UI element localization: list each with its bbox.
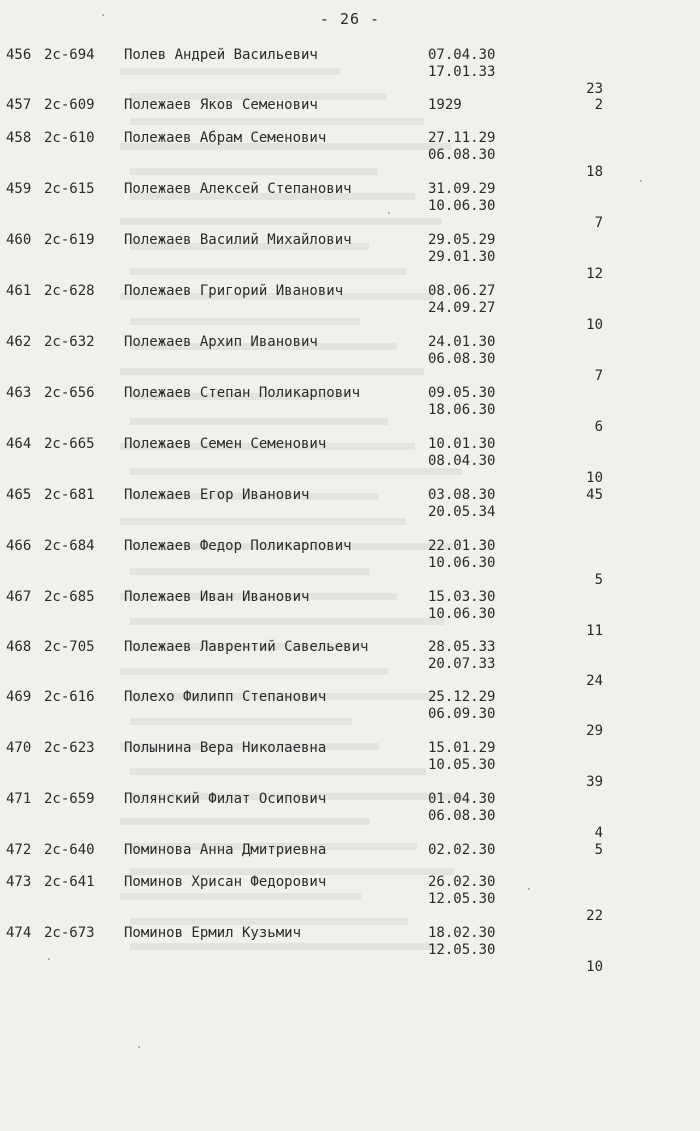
record-name: Полежаев Абрам Семенович bbox=[124, 130, 327, 146]
record-days: 22 bbox=[586, 908, 603, 924]
paper-speck bbox=[528, 888, 530, 890]
record-date-end: 10.06.30 bbox=[428, 198, 496, 214]
record-date-end: 10.06.30 bbox=[428, 555, 496, 571]
record-number: 462 bbox=[6, 334, 32, 350]
record-code: 2c-628 bbox=[44, 283, 95, 299]
record-date-end: 10.06.30 bbox=[428, 606, 496, 622]
record-date-start: 01.04.30 bbox=[428, 791, 496, 807]
record-number: 468 bbox=[6, 639, 32, 655]
record-days: 23 bbox=[586, 81, 603, 97]
record-days: 12 bbox=[586, 266, 603, 282]
record-row bbox=[0, 842, 700, 878]
record-date-end: 18.06.30 bbox=[428, 402, 496, 418]
record-name: Полежаев Егор Иванович bbox=[124, 487, 310, 503]
record-date-end: 20.05.34 bbox=[428, 504, 496, 520]
record-name: Полежаев Степан Поликарпович bbox=[124, 385, 361, 401]
record-date-start: 08.06.27 bbox=[428, 283, 496, 299]
record-days: 5 bbox=[594, 572, 603, 588]
record-date-start: 1929 bbox=[428, 97, 462, 113]
record-days: 10 bbox=[586, 470, 603, 486]
record-row bbox=[0, 385, 700, 435]
record-name: Полежаев Василий Михайлович bbox=[124, 232, 352, 248]
record-row bbox=[0, 791, 700, 841]
record-number: 469 bbox=[6, 689, 32, 705]
record-days: 10 bbox=[586, 317, 603, 333]
record-days: 4 bbox=[594, 825, 603, 841]
record-code: 2c-684 bbox=[44, 538, 95, 554]
record-name: Полянский Филат Осипович bbox=[124, 791, 327, 807]
record-row bbox=[0, 740, 700, 790]
record-date-start: 10.01.30 bbox=[428, 436, 496, 452]
record-days: 39 bbox=[586, 774, 603, 790]
record-name: Полежаев Федор Поликарпович bbox=[124, 538, 352, 554]
record-name: Полежаев Иван Иванович bbox=[124, 589, 310, 605]
record-days: 29 bbox=[586, 723, 603, 739]
record-date-end: 06.09.30 bbox=[428, 706, 496, 722]
record-number: 471 bbox=[6, 791, 32, 807]
paper-speck bbox=[102, 14, 104, 16]
record-date-start: 15.01.29 bbox=[428, 740, 496, 756]
record-row bbox=[0, 47, 700, 97]
record-row bbox=[0, 181, 700, 231]
record-code: 2c-610 bbox=[44, 130, 95, 146]
record-row bbox=[0, 487, 700, 523]
record-date-start: 26.02.30 bbox=[428, 874, 496, 890]
record-row bbox=[0, 874, 700, 924]
record-date-end: 06.08.30 bbox=[428, 351, 496, 367]
record-date-end: 24.09.27 bbox=[428, 300, 496, 316]
record-row bbox=[0, 130, 700, 180]
record-name: Поминов Хрисан Федорович bbox=[124, 874, 327, 890]
record-date-start: 09.05.30 bbox=[428, 385, 496, 401]
record-row bbox=[0, 639, 700, 689]
record-code: 2c-623 bbox=[44, 740, 95, 756]
record-date-end: 29.01.30 bbox=[428, 249, 496, 265]
record-number: 463 bbox=[6, 385, 32, 401]
record-date-start: 29.05.29 bbox=[428, 232, 496, 248]
record-code: 2c-659 bbox=[44, 791, 95, 807]
record-code: 2c-665 bbox=[44, 436, 95, 452]
record-date-start: 22.01.30 bbox=[428, 538, 496, 554]
record-number: 465 bbox=[6, 487, 32, 503]
record-number: 459 bbox=[6, 181, 32, 197]
record-row bbox=[0, 283, 700, 333]
record-days: 7 bbox=[594, 215, 603, 231]
record-date-end: 12.05.30 bbox=[428, 891, 496, 907]
record-days: 11 bbox=[586, 623, 603, 639]
record-row bbox=[0, 589, 700, 639]
record-name: Поминов Ермил Кузьмич bbox=[124, 925, 302, 941]
record-date-start: 15.03.30 bbox=[428, 589, 496, 605]
record-code: 2c-619 bbox=[44, 232, 95, 248]
record-date-start: 18.02.30 bbox=[428, 925, 496, 941]
record-date-start: 25.12.29 bbox=[428, 689, 496, 705]
record-number: 466 bbox=[6, 538, 32, 554]
paper-speck bbox=[388, 212, 390, 214]
record-row bbox=[0, 97, 700, 133]
record-date-start: 28.05.33 bbox=[428, 639, 496, 655]
paper-speck bbox=[48, 958, 50, 960]
record-days: 5 bbox=[594, 842, 603, 858]
record-name: Полежаев Яков Семенович bbox=[124, 97, 318, 113]
paper-speck bbox=[640, 180, 642, 182]
record-date-end: 12.05.30 bbox=[428, 942, 496, 958]
record-number: 464 bbox=[6, 436, 32, 452]
record-number: 458 bbox=[6, 130, 32, 146]
record-date-start: 31.09.29 bbox=[428, 181, 496, 197]
record-code: 2c-640 bbox=[44, 842, 95, 858]
record-code: 2c-685 bbox=[44, 589, 95, 605]
record-days: 6 bbox=[594, 419, 603, 435]
record-date-end: 20.07.33 bbox=[428, 656, 496, 672]
paper-speck bbox=[138, 1046, 140, 1048]
record-name: Полежаев Алексей Степанович bbox=[124, 181, 352, 197]
record-name: Полынина Вера Николаевна bbox=[124, 740, 327, 756]
record-code: 2c-609 bbox=[44, 97, 95, 113]
record-date-end: 10.05.30 bbox=[428, 757, 496, 773]
record-number: 473 bbox=[6, 874, 32, 890]
record-date-start: 03.08.30 bbox=[428, 487, 496, 503]
record-code: 2c-681 bbox=[44, 487, 95, 503]
record-number: 460 bbox=[6, 232, 32, 248]
record-row bbox=[0, 436, 700, 486]
page-number: - 26 - bbox=[319, 10, 381, 28]
record-date-start: 07.04.30 bbox=[428, 47, 496, 63]
record-row bbox=[0, 232, 700, 282]
record-name: Поминова Анна Дмитриевна bbox=[124, 842, 327, 858]
record-code: 2c-705 bbox=[44, 639, 95, 655]
record-number: 461 bbox=[6, 283, 32, 299]
record-date-end: 08.04.30 bbox=[428, 453, 496, 469]
record-row bbox=[0, 925, 700, 975]
record-code: 2c-616 bbox=[44, 689, 95, 705]
record-code: 2c-656 bbox=[44, 385, 95, 401]
record-code: 2c-641 bbox=[44, 874, 95, 890]
record-name: Полежаев Григорий Иванович bbox=[124, 283, 344, 299]
record-days: 2 bbox=[594, 97, 603, 113]
record-days: 24 bbox=[586, 673, 603, 689]
record-row bbox=[0, 689, 700, 739]
record-date-start: 27.11.29 bbox=[428, 130, 496, 146]
record-row bbox=[0, 334, 700, 384]
record-date-end: 06.08.30 bbox=[428, 808, 496, 824]
record-number: 467 bbox=[6, 589, 32, 605]
record-name: Полежаев Архип Иванович bbox=[124, 334, 318, 350]
record-code: 2c-632 bbox=[44, 334, 95, 350]
record-name: Полехо Филипп Степанович bbox=[124, 689, 327, 705]
record-row bbox=[0, 538, 700, 588]
record-code: 2c-673 bbox=[44, 925, 95, 941]
record-number: 474 bbox=[6, 925, 32, 941]
record-number: 456 bbox=[6, 47, 32, 63]
record-date-end: 06.08.30 bbox=[428, 147, 496, 163]
record-number: 470 bbox=[6, 740, 32, 756]
record-code: 2c-615 bbox=[44, 181, 95, 197]
record-days: 18 bbox=[586, 164, 603, 180]
record-days: 45 bbox=[586, 487, 603, 503]
record-date-end: 17.01.33 bbox=[428, 64, 496, 80]
record-code: 2c-694 bbox=[44, 47, 95, 63]
record-number: 457 bbox=[6, 97, 32, 113]
record-name: Полежаев Семен Семенович bbox=[124, 436, 327, 452]
record-days: 10 bbox=[586, 959, 603, 975]
record-days: 7 bbox=[594, 368, 603, 384]
record-date-start: 24.01.30 bbox=[428, 334, 496, 350]
record-name: Полежаев Лаврентий Савельевич bbox=[124, 639, 369, 655]
record-date-start: 02.02.30 bbox=[428, 842, 496, 858]
record-number: 472 bbox=[6, 842, 32, 858]
record-name: Полев Андрей Васильевич bbox=[124, 47, 318, 63]
